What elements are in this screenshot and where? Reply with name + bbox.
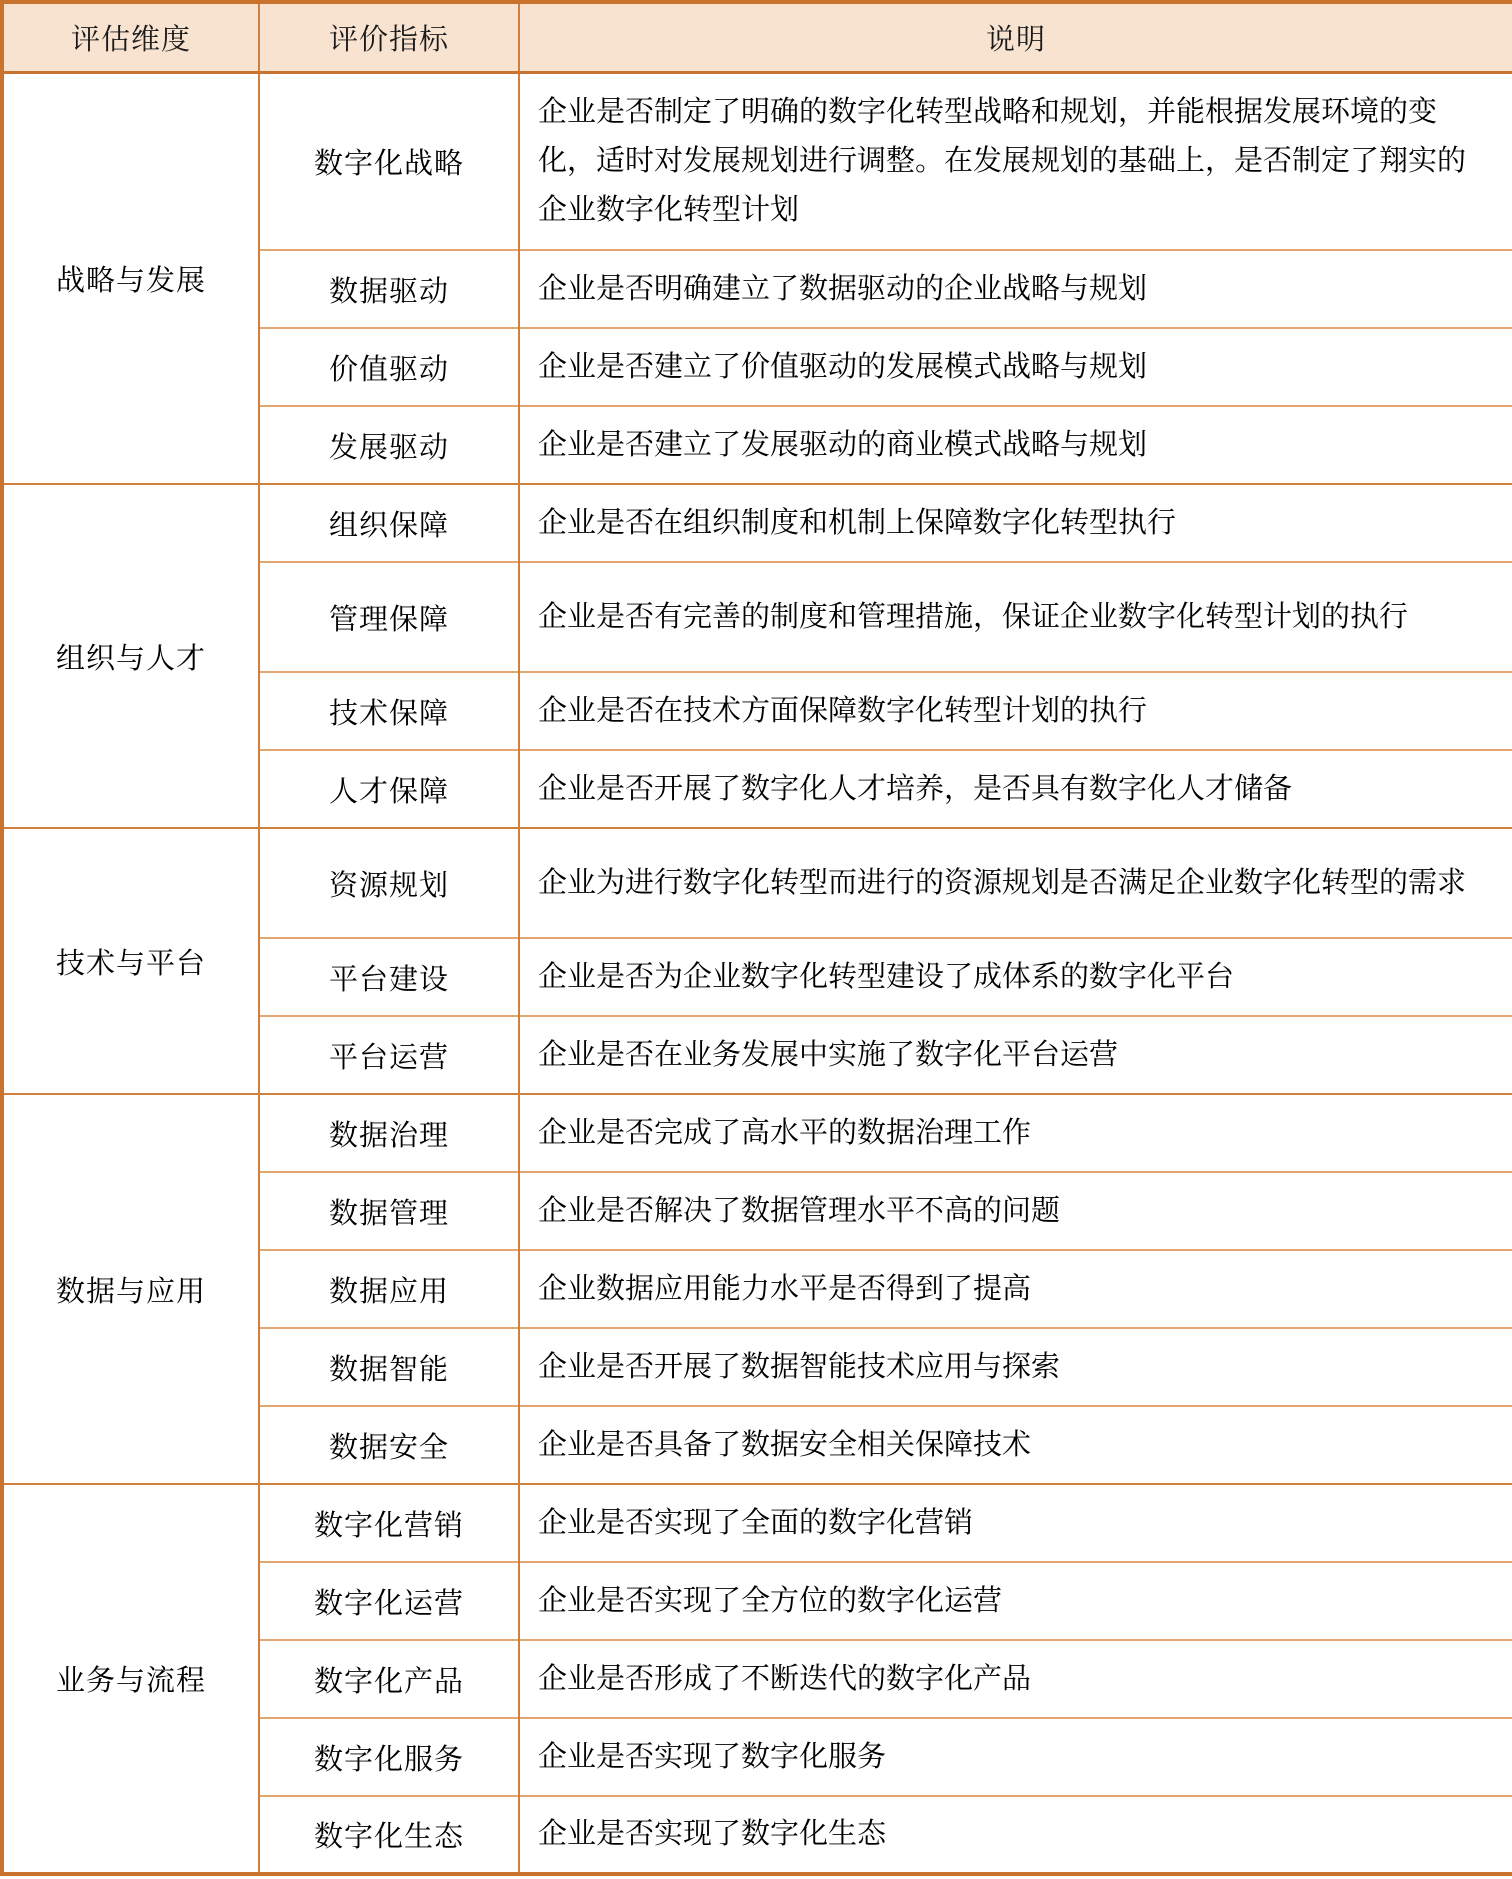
table-row [2,484,1512,562]
table-row [2,828,1512,938]
description-cell: 企业是否明确建立了数据驱动的企业战略与规划 [519,250,1512,328]
indicator-cell: 发展驱动 [259,406,519,484]
description-cell: 企业是否实现了全方位的数字化运营 [519,1562,1512,1640]
indicator-cell: 数字化生态 [259,1796,519,1874]
dimension-cell: 数据与应用 [2,1094,259,1484]
dimension-cell: 组织与人才 [2,484,259,828]
description-cell: 企业是否在技术方面保障数字化转型计划的执行 [519,672,1512,750]
indicator-cell: 数字化运营 [259,1562,519,1640]
description-cell: 企业是否在业务发展中实施了数字化平台运营 [519,1016,1512,1094]
table-row [2,1094,1512,1172]
indicator-cell: 价值驱动 [259,328,519,406]
column-header-indicator: 评价指标 [259,2,519,72]
indicator-cell: 数据应用 [259,1250,519,1328]
description-cell: 企业是否实现了数字化服务 [519,1718,1512,1796]
description-cell: 企业是否实现了数字化生态 [519,1796,1512,1874]
description-cell: 企业是否形成了不断迭代的数字化产品 [519,1640,1512,1718]
description-cell: 企业是否解决了数据管理水平不高的问题 [519,1172,1512,1250]
description-cell: 企业是否实现了全面的数字化营销 [519,1484,1512,1562]
indicator-cell: 资源规划 [259,828,519,938]
indicator-cell: 技术保障 [259,672,519,750]
description-cell: 企业是否完成了高水平的数据治理工作 [519,1094,1512,1172]
indicator-cell: 数字化营销 [259,1484,519,1562]
description-cell: 企业是否开展了数字化人才培养，是否具有数字化人才储备 [519,750,1512,828]
description-cell: 企业是否在组织制度和机制上保障数字化转型执行 [519,484,1512,562]
dimension-cell: 业务与流程 [2,1484,259,1874]
indicator-cell: 数字化产品 [259,1640,519,1718]
indicator-cell: 平台运营 [259,1016,519,1094]
description-cell: 企业是否具备了数据安全相关保障技术 [519,1406,1512,1484]
description-cell: 企业为进行数字化转型而进行的资源规划是否满足企业数字化转型的需求 [519,828,1512,938]
column-header-description: 说明 [519,2,1512,72]
description-cell: 企业数据应用能力水平是否得到了提高 [519,1250,1512,1328]
header-row [2,2,1512,72]
table-row [2,1484,1512,1562]
indicator-cell: 数据智能 [259,1328,519,1406]
indicator-cell: 平台建设 [259,938,519,1016]
description-cell: 企业是否有完善的制度和管理措施，保证企业数字化转型计划的执行 [519,562,1512,672]
indicator-cell: 数据驱动 [259,250,519,328]
indicator-cell: 人才保障 [259,750,519,828]
column-header-dimension: 评估维度 [2,2,259,72]
description-cell: 企业是否为企业数字化转型建设了成体系的数字化平台 [519,938,1512,1016]
indicator-cell: 数字化服务 [259,1718,519,1796]
indicator-cell: 数字化战略 [259,72,519,250]
indicator-cell: 管理保障 [259,562,519,672]
indicator-cell: 数据安全 [259,1406,519,1484]
indicator-cell: 数据治理 [259,1094,519,1172]
description-cell: 企业是否开展了数据智能技术应用与探索 [519,1328,1512,1406]
description-cell: 企业是否建立了价值驱动的发展模式战略与规划 [519,328,1512,406]
dimension-cell: 战略与发展 [2,72,259,484]
indicator-cell: 数据管理 [259,1172,519,1250]
table-header [2,2,1512,72]
table-row [2,72,1512,250]
dimension-cell: 技术与平台 [2,828,259,1094]
indicator-cell: 组织保障 [259,484,519,562]
description-cell: 企业是否制定了明确的数字化转型战略和规划，并能根据发展环境的变化，适时对发展规划进行调整。在发展规划的基础上，是否制定了翔实的企业数字化转型计划 [519,72,1512,250]
description-cell: 企业是否建立了发展驱动的商业模式战略与规划 [519,406,1512,484]
